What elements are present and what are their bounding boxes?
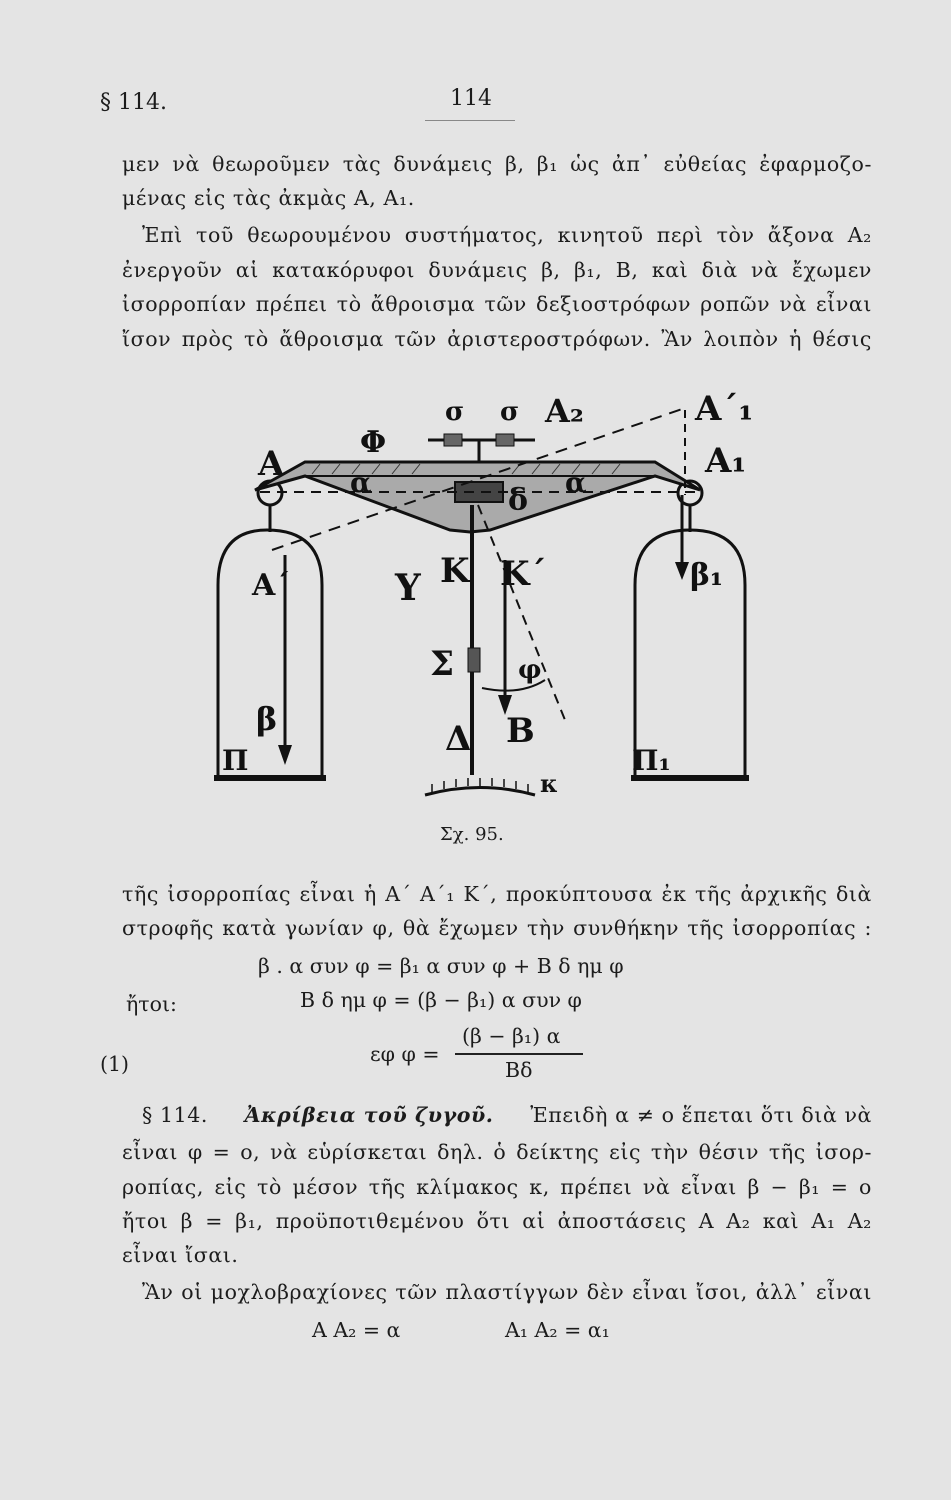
equation-number: (1) bbox=[100, 1052, 130, 1076]
label-sigma-right: σ bbox=[500, 397, 520, 427]
text-line: εἶναι ἴσαι. bbox=[122, 1243, 239, 1267]
text-line: ἤτοι β = β₁, προϋποτιθεμένου ὅτι αἱ ἀποστάσεις Α Α₂ καὶ Α₁ Α₂ bbox=[122, 1209, 872, 1233]
equation-3-denominator: Βδ bbox=[505, 1058, 533, 1082]
header-rule bbox=[425, 120, 515, 121]
label-beta: β bbox=[256, 700, 278, 738]
label-A: Α bbox=[258, 444, 285, 484]
section-text-start: Ἐπειδὴ α ≠ ο ἕπεται ὅτι διὰ νὰ bbox=[530, 1103, 872, 1127]
equation-arm-left: Α Α₂ = α bbox=[312, 1318, 401, 1342]
equation-3-lhs: εφ φ = bbox=[370, 1042, 440, 1066]
label-Pi1: Π₁ bbox=[632, 744, 671, 777]
section-number: § 114. bbox=[142, 1103, 209, 1127]
label-kappa: κ bbox=[540, 769, 558, 798]
text-line: ἴσον πρὸς τὸ ἄθροισμα τῶν ἀριστεροστρόφων. Ἂν λοιπὸν ἡ θέσις bbox=[122, 327, 872, 351]
text-line: τῆς ἰσορροπίας εἶναι ἡ Α΄ Α΄₁ Κ΄, προκύπτουσα ἐκ τῆς ἀρχικῆς διὰ bbox=[122, 882, 872, 906]
tilted-pointer bbox=[478, 505, 565, 720]
text-line: ἐνεργοῦν αἱ κατακόρυφοι δυνάμεις β, β₁, Β, καὶ διὰ νὰ ἔχωμεν bbox=[122, 258, 872, 282]
section-title: Ἀκρίβεια τοῦ ζυγοῦ. bbox=[244, 1103, 494, 1127]
text-line: ἰσορροπίαν πρέπει τὸ ἄθροισμα τῶν δεξιοστρόφων ροπῶν νὰ εἶναι bbox=[122, 292, 872, 316]
section-heading-line bbox=[142, 1103, 872, 1127]
page-number: 114 bbox=[450, 86, 492, 111]
label-K-prime: Κ΄ bbox=[500, 554, 547, 594]
label-Delta: Δ bbox=[445, 719, 472, 759]
label-delta: δ bbox=[508, 483, 529, 518]
equation-2: Β δ ημ φ = (β − β₁) α συν φ bbox=[300, 988, 582, 1012]
adjusting-nut-right bbox=[496, 434, 514, 446]
left-pan bbox=[218, 530, 322, 775]
equation-arm-right: Α₁ Α₂ = α₁ bbox=[505, 1318, 610, 1342]
text-line: Ἐπὶ τοῦ θεωρουμένου συστήματος, κινητοῦ περὶ τὸν ἄξονα Α₂ bbox=[142, 223, 872, 247]
label-A-prime: Α΄ bbox=[252, 568, 291, 603]
text-line: στροφῆς κατὰ γωνίαν φ, θὰ ἔχωμεν τὴν συνθήκην τῆς ἰσορροπίας : bbox=[122, 916, 872, 940]
label-phi-upper: Φ bbox=[360, 425, 387, 460]
text-line: ροπίας, εἰς τὸ μέσον τῆς κλίμακος κ, πρέπει νὰ εἶναι β − β₁ = ο bbox=[122, 1175, 872, 1199]
label-Y: Υ bbox=[395, 567, 421, 609]
figure-caption: Σχ. 95. bbox=[440, 824, 504, 845]
counterweight bbox=[468, 648, 480, 672]
fraction-bar bbox=[455, 1053, 583, 1055]
label-Pi: Π bbox=[222, 744, 249, 777]
label-sigma-left: σ bbox=[445, 397, 465, 427]
running-header-section: § 114. bbox=[100, 90, 167, 115]
balance-diagram bbox=[200, 380, 760, 810]
equation-1: β . α συν φ = β₁ α συν φ + Β δ ημ φ bbox=[258, 954, 624, 978]
text-line: εἶναι φ = ο, νὰ εὑρίσκεται δηλ. ὁ δείκτης εἰς τὴν θέσιν τῆς ἰσορ- bbox=[122, 1140, 872, 1164]
text-line: μένας εἰς τὰς ἀκμὰς Α, Α₁. bbox=[122, 186, 415, 210]
text-line: Ἂν οἱ μοχλοβραχίονες τῶν πλαστίγγων δὲν εἶναι ἴσοι, ἀλλ᾽ εἶναι bbox=[142, 1280, 872, 1304]
adjusting-nut-left bbox=[444, 434, 462, 446]
equation-3-numerator: (β − β₁) α bbox=[462, 1024, 561, 1048]
label-K: Κ bbox=[440, 551, 470, 591]
label-alpha-right: α bbox=[565, 466, 587, 499]
label-A1-prime: Α΄₁ bbox=[695, 389, 754, 429]
itoi-label: ἤτοι: bbox=[126, 992, 177, 1016]
label-A1: Α₁ bbox=[705, 441, 747, 481]
label-phi-angle: φ bbox=[518, 655, 542, 685]
label-Sigma: Σ bbox=[430, 644, 455, 684]
label-B: Β bbox=[506, 711, 535, 751]
label-A2: Α₂ bbox=[545, 392, 584, 430]
label-beta1: β₁ bbox=[690, 558, 724, 593]
text-line: μεν νὰ θεωροῦμεν τὰς δυνάμεις β, β₁ ὡς ἀπ᾽ εὐθείας ἐφαρμοζο- bbox=[122, 152, 872, 176]
label-alpha-left: α bbox=[350, 466, 372, 499]
scale-kappa bbox=[425, 788, 535, 796]
